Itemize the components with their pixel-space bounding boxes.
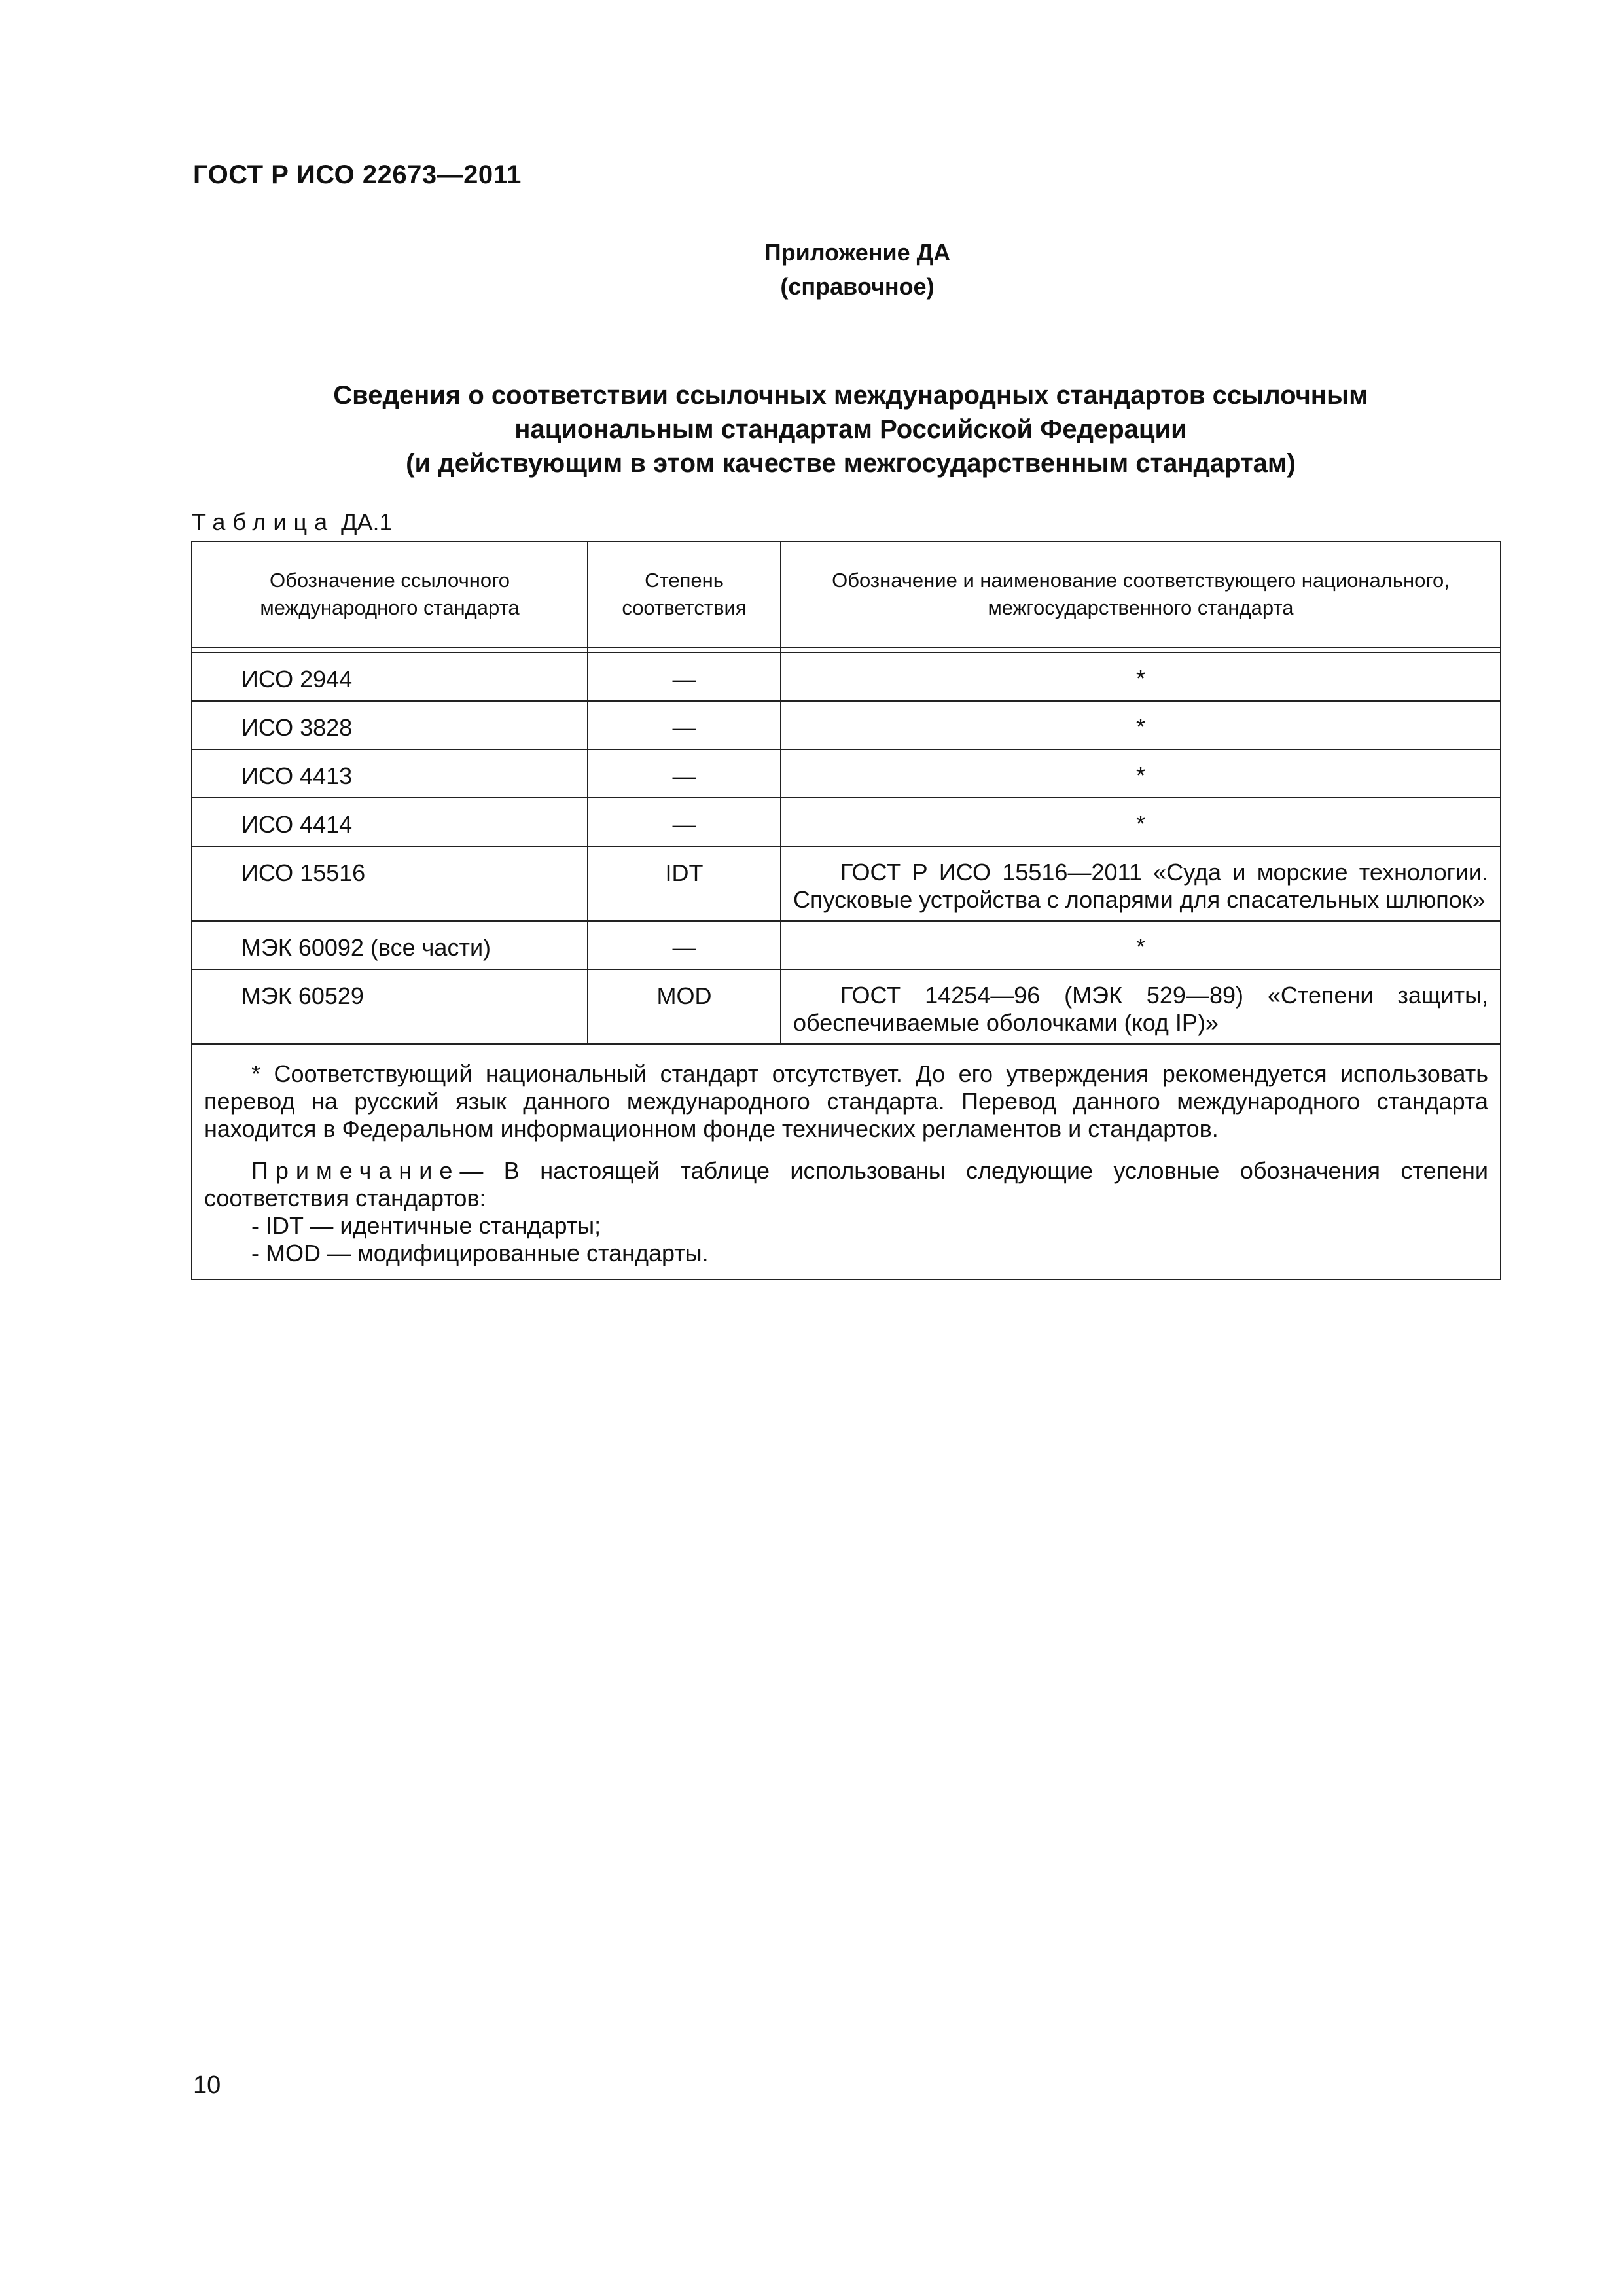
note-item-idt: - IDT — идентичные стандарты;	[251, 1212, 601, 1239]
cell-degree: —	[588, 653, 781, 701]
table-footnote	[192, 1044, 1501, 1280]
cell-international-code: ИСО 4414	[192, 798, 588, 846]
footnote-text: * Соответствующий национальный стандарт отсутствует. До его утверждения рекомендуется использовать перевод на русский язык данного международного стандарта. Перевод данного международного стандарта находится в Федеральном информационном фонде технических регламентов и стандартов.	[204, 1060, 1488, 1142]
cell-degree: —	[588, 749, 781, 798]
appendix-label	[746, 236, 969, 304]
table-row	[192, 921, 1501, 969]
cell-international-code: ИСО 4413	[192, 749, 588, 798]
table-row	[192, 846, 1501, 921]
appendix-type: (справочное)	[780, 273, 935, 300]
cell-degree: MOD	[588, 969, 781, 1044]
cell-national-standard: *	[781, 701, 1501, 749]
cell-international-code: МЭК 60092 (все части)	[192, 921, 588, 969]
table-header-row	[192, 541, 1501, 647]
header-degree: Степень соответствия	[588, 541, 781, 647]
table-row	[192, 653, 1501, 701]
cell-national-standard: *	[781, 749, 1501, 798]
cell-international-code: ИСО 2944	[192, 653, 588, 701]
cell-international-code: ИСО 3828	[192, 701, 588, 749]
correspondence-table	[191, 541, 1501, 1280]
table-caption-number: ДА.1	[341, 509, 393, 535]
national-standard-text: ГОСТ 14254—96 (МЭК 529—89) «Степени защиты, обеспечиваемые оболочками (код IP)»	[793, 982, 1488, 1036]
cell-degree: IDT	[588, 846, 781, 921]
table-row	[192, 798, 1501, 846]
table-caption-word: Таблица	[192, 509, 335, 535]
page-number: 10	[193, 2072, 221, 2099]
cell-international-code: ИСО 15516	[192, 846, 588, 921]
cell-national-standard	[781, 846, 1501, 921]
table-row	[192, 749, 1501, 798]
note-label: Примечание	[251, 1157, 460, 1184]
header-national-standard: Обозначение и наименование соответствующего национального, межгосударственного стандарта	[781, 541, 1501, 647]
table-footnote-row	[192, 1044, 1501, 1280]
cell-degree: —	[588, 701, 781, 749]
cell-degree: —	[588, 798, 781, 846]
heading-line-2: национальным стандартам Российской Федерации	[514, 415, 1187, 444]
table-caption	[192, 509, 393, 536]
note-text: — В настоящей таблице использованы следующие условные обозначения степени соответствия стандартов:	[204, 1157, 1488, 1211]
table-row	[192, 701, 1501, 749]
header-international-standard: Обозначение ссылочного международного стандарта	[192, 541, 588, 647]
cell-degree: —	[588, 921, 781, 969]
national-standard-text: ГОСТ Р ИСО 15516—2011 «Суда и морские технологии. Спусковые устройства с лопарями для спасательных шлюпок»	[793, 859, 1488, 913]
header-separator	[192, 647, 1501, 653]
cell-national-standard: *	[781, 653, 1501, 701]
heading-line-1: Сведения о соответствии ссылочных международных стандартов ссылочным	[333, 381, 1368, 410]
note-item-mod: - MOD — модифицированные стандарты.	[251, 1240, 709, 1266]
cell-international-code: МЭК 60529	[192, 969, 588, 1044]
cell-national-standard: *	[781, 921, 1501, 969]
heading-line-3: (и действующим в этом качестве межгосударственным стандартам)	[406, 449, 1296, 478]
document-code: ГОСТ Р ИСО 22673—2011	[193, 160, 522, 189]
cell-national-standard: *	[781, 798, 1501, 846]
document-heading	[196, 378, 1505, 480]
appendix-title: Приложение ДА	[764, 239, 951, 266]
table-row	[192, 969, 1501, 1044]
cell-national-standard	[781, 969, 1501, 1044]
